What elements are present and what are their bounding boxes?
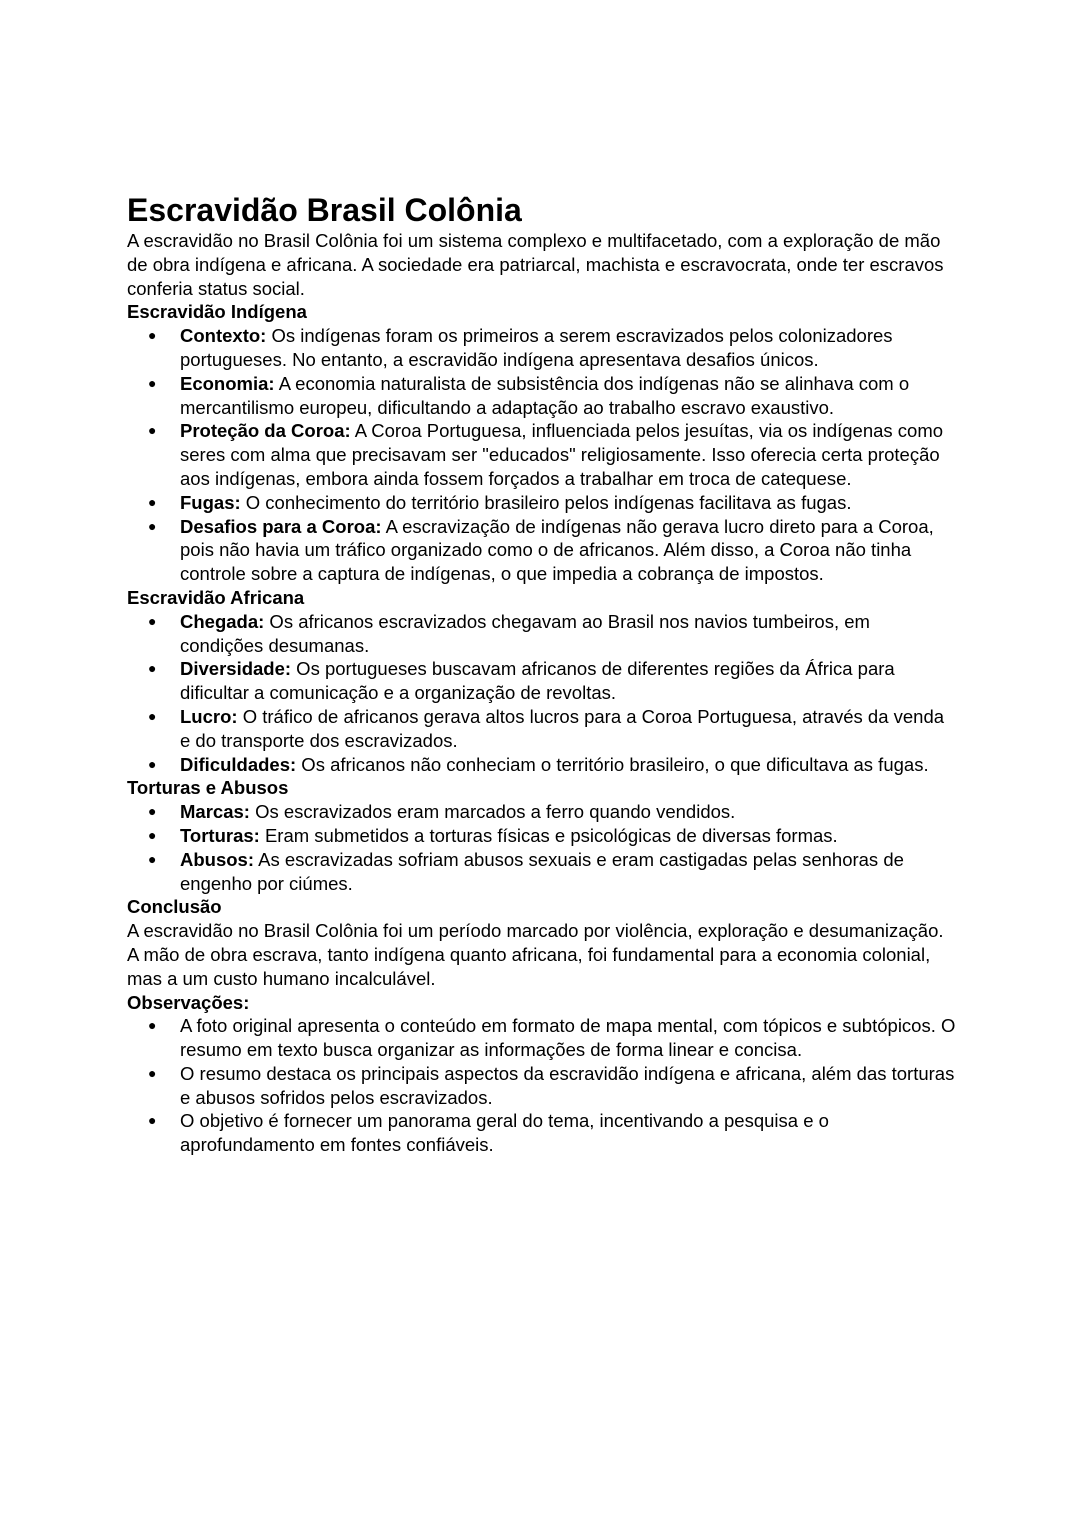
section-escravidao-indigena — [127, 300, 957, 586]
section-heading: Escravidão Indígena — [127, 301, 307, 323]
item-label: Abusos: — [180, 848, 254, 870]
list-item — [127, 800, 957, 824]
item-text: A Coroa Portuguesa, influenciada pelos jesuítas, via os indígenas como seres com alma que precisavam ser "educados" religiosamente. Isso oferecia certa proteção aos indígenas, embora ainda fossem forçados a trabalhar em troca de catequese. — [180, 420, 944, 489]
list-item — [127, 1109, 957, 1157]
section-heading: Conclusão — [127, 896, 222, 918]
item-text: Os africanos não conheciam o território brasileiro, o que dificultava as fugas. — [296, 753, 929, 775]
list-item — [127, 848, 957, 896]
document-page — [127, 192, 957, 1157]
conclusion-paragraph: A escravidão no Brasil Colônia foi um período marcado por violência, exploração e desumanização. A mão de obra escrava, tanto indígena quanto africana, foi fundamental para a economia colonial, mas a um custo humano incalculável. — [127, 920, 944, 989]
list-item — [127, 324, 957, 372]
section-torturas-e-abusos — [127, 776, 957, 895]
item-label: Economia: — [180, 372, 275, 394]
item-text: Os escravizados eram marcados a ferro quando vendidos. — [249, 801, 736, 823]
section-observacoes — [127, 991, 957, 1158]
list-item — [127, 1014, 957, 1062]
list-item — [127, 491, 957, 515]
item-label: Marcas: — [180, 801, 250, 823]
bullet-icon: ● — [148, 517, 157, 534]
item-text: A escravização de indígenas não gerava lucro direto para a Coroa, pois não havia um tráfico organizado como o de africanos. Além disso, a Coroa não tinha controle sobre a captura de indígenas, o que impedia a cobrança de impostos. — [180, 515, 934, 585]
bullet-icon: ● — [148, 803, 157, 820]
intro-paragraph: A escravidão no Brasil Colônia foi um sistema complexo e multifacetado, com a exploração de mão de obra indígena e africana. A sociedade era patriarcal, machista e escravocrata, onde ter escravos conferia status social. — [127, 230, 944, 299]
item-text: A economia naturalista de subsistência dos indígenas não se alinhava com o mercantilismo europeu, dificultando a adaptação ao trabalho escravo exaustivo. — [180, 372, 910, 418]
section-conclusao — [127, 895, 957, 990]
bullet-icon: ● — [148, 755, 157, 772]
item-label: Proteção da Coroa: — [180, 420, 351, 442]
bullet-icon: ● — [148, 493, 157, 510]
list-item — [127, 372, 957, 420]
bullet-list — [127, 610, 957, 777]
bullet-icon: ● — [148, 1112, 157, 1129]
item-text: A foto original apresenta o conteúdo em formato de mapa mental, com tópicos e subtópicos. O resumo em texto busca organizar as informações de forma linear e concisa. — [180, 1015, 956, 1061]
section-heading: Torturas e Abusos — [127, 777, 289, 799]
list-item — [127, 515, 957, 586]
item-label: Torturas: — [180, 824, 260, 846]
bullet-icon: ● — [148, 1017, 157, 1034]
list-item — [127, 705, 957, 753]
bullet-icon: ● — [148, 850, 157, 867]
bullet-icon: ● — [148, 422, 157, 439]
item-label: Lucro: — [180, 705, 238, 727]
item-label: Fugas: — [180, 491, 241, 513]
list-item — [127, 657, 957, 705]
item-label: Desafios para a Coroa: — [180, 515, 382, 537]
item-label: Contexto: — [180, 325, 267, 347]
item-label: Dificuldades: — [180, 753, 297, 775]
bullet-list — [127, 800, 957, 895]
bullet-icon: ● — [148, 660, 157, 677]
bullet-icon: ● — [148, 374, 157, 391]
list-item — [127, 610, 957, 658]
item-text: Os indígenas foram os primeiros a serem escravizados pelos colonizadores portugueses. No entanto, a escravidão indígena apresentava desafios únicos. — [180, 325, 893, 370]
bullet-list — [127, 324, 957, 586]
section-escravidao-africana — [127, 586, 957, 776]
item-text: O tráfico de africanos gerava altos lucros para a Coroa Portuguesa, através da venda e do transporte dos escravizados. — [180, 705, 945, 751]
bullet-list — [127, 1014, 957, 1157]
bullet-icon: ● — [148, 327, 157, 344]
item-text: Eram submetidos a torturas físicas e psicológicas de diversas formas. — [259, 824, 838, 846]
item-text: O objetivo é fornecer um panorama geral do tema, incentivando a pesquisa e o aprofundamento em fontes confiáveis. — [180, 1110, 829, 1156]
list-item — [127, 824, 957, 848]
list-item — [127, 419, 957, 490]
list-item — [127, 1062, 957, 1110]
item-text: As escravizadas sofriam abusos sexuais e eram castigadas pelas senhoras de engenho por ciúmes. — [180, 848, 904, 894]
bullet-icon: ● — [148, 1064, 157, 1081]
list-item — [127, 753, 957, 777]
section-heading: Escravidão Africana — [127, 586, 305, 608]
item-text: O conhecimento do território brasileiro pelos indígenas facilitava as fugas. — [240, 491, 852, 513]
section-heading: Observações: — [127, 991, 250, 1013]
bullet-icon: ● — [148, 612, 157, 629]
item-label: Chegada: — [180, 610, 265, 632]
bullet-icon: ● — [148, 826, 157, 843]
bullet-icon: ● — [148, 707, 157, 724]
page-title: Escravidão Brasil Colônia — [127, 192, 522, 228]
item-text: Os africanos escravizados chegavam ao Brasil nos navios tumbeiros, em condições desumanas. — [180, 610, 870, 656]
item-label: Diversidade: — [180, 658, 292, 680]
item-text: O resumo destaca os principais aspectos da escravidão indígena e africana, além das torturas e abusos sofridos pelos escravizados. — [180, 1062, 955, 1108]
item-text: Os portugueses buscavam africanos de diferentes regiões da África para dificultar a comunicação e a organização de revoltas. — [180, 658, 895, 704]
